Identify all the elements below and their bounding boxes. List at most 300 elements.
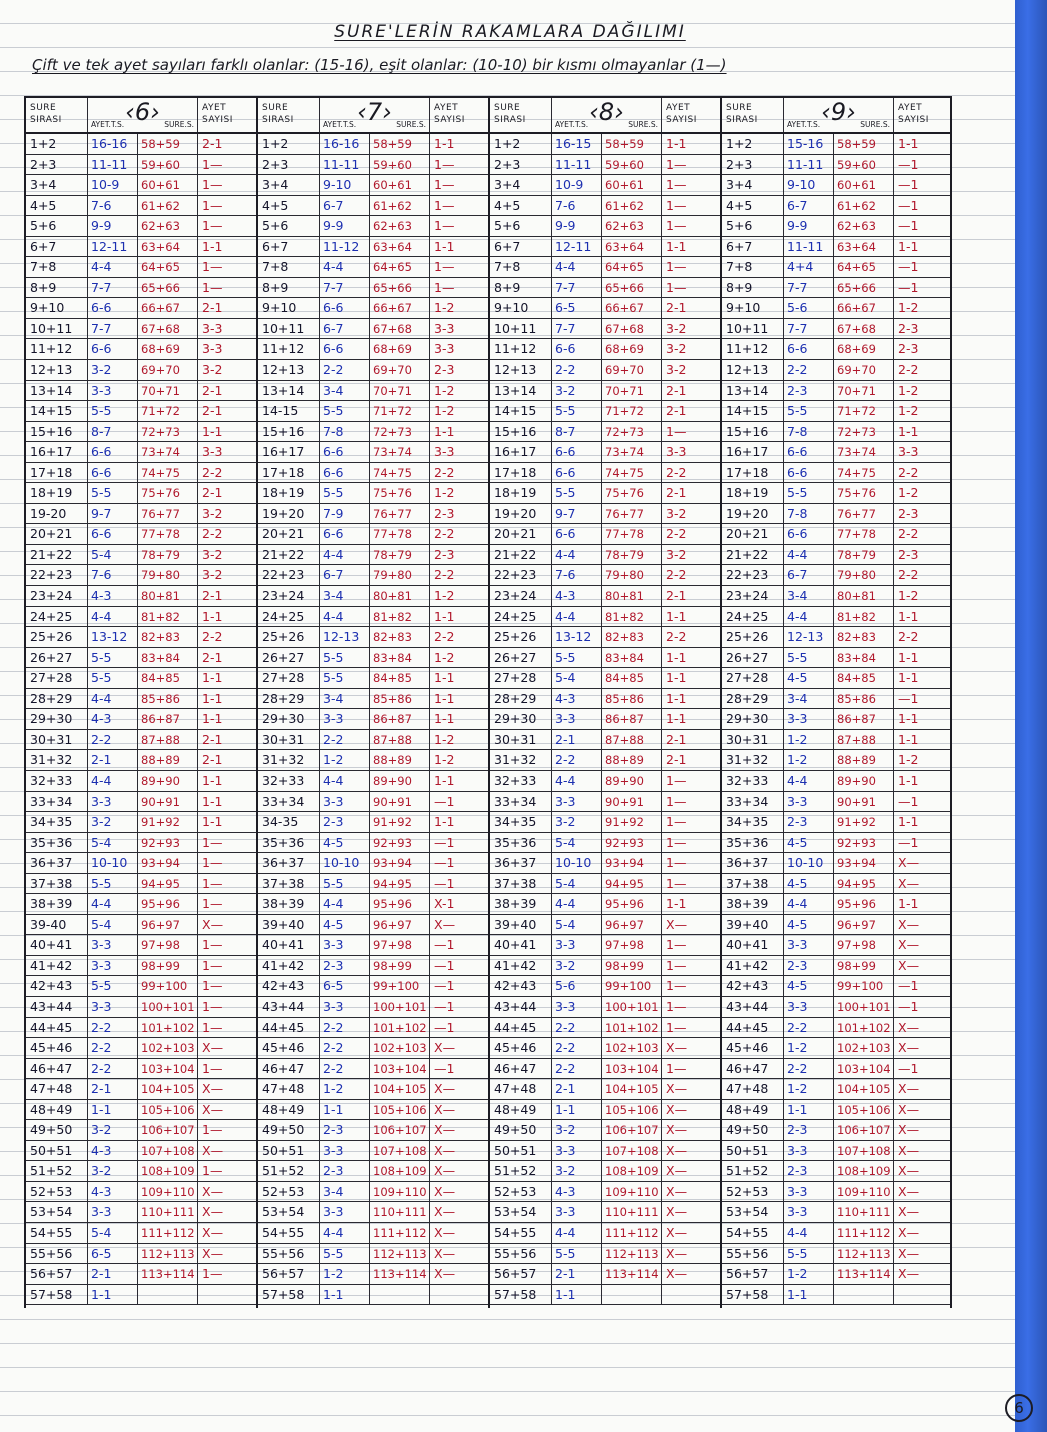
page-title: SURE'LERİN RAKAMLARA DAĞILIMI bbox=[334, 22, 686, 42]
ayet-ts-cell: 6-7 bbox=[320, 565, 370, 585]
ayet-ts-cell: 5-5 bbox=[320, 483, 370, 503]
ayet-ts-cell: 4-5 bbox=[320, 833, 370, 853]
ayet-sayisi-cell: 1— bbox=[202, 896, 223, 912]
sure-pair-cell: 57+58 bbox=[722, 1285, 784, 1305]
ayet-ts-cell: 1-2 bbox=[784, 750, 834, 770]
sure-pair-cell: 15+16 bbox=[258, 422, 320, 442]
ayet-ts-cell: 12-13 bbox=[320, 627, 370, 647]
sure-s-cell: 66+67 bbox=[834, 298, 894, 318]
ayet-ts-cell: 2-2 bbox=[320, 1038, 370, 1058]
ayet-ts-cell: 6-5 bbox=[552, 298, 602, 318]
sure-pair-cell: 9+10 bbox=[490, 298, 552, 318]
sure-pair-cell: 40+41 bbox=[490, 935, 552, 955]
table-row bbox=[490, 1264, 720, 1285]
sure-pair-cell: 26+27 bbox=[26, 648, 88, 668]
ayet-sayisi-cell: X— bbox=[434, 1142, 456, 1158]
ayet-sayisi-cell: 2-2 bbox=[898, 464, 919, 480]
ayet-ts-cell: 2-3 bbox=[320, 956, 370, 976]
sure-pair-cell: 18+19 bbox=[258, 483, 320, 503]
sure-s-cell: 58+59 bbox=[138, 134, 198, 154]
table-row bbox=[722, 709, 950, 730]
ayet-ts-cell: 4-4 bbox=[784, 771, 834, 791]
table-row bbox=[26, 257, 256, 278]
ayet-sayisi-cell bbox=[198, 1285, 254, 1305]
table-row bbox=[258, 730, 488, 751]
ayet-ts-cell: 4-3 bbox=[88, 1182, 138, 1202]
ayet-ts-cell: 5-5 bbox=[88, 401, 138, 421]
table-row bbox=[490, 1244, 720, 1265]
ayet-ts-cell: 5-5 bbox=[88, 648, 138, 668]
table-row bbox=[26, 812, 256, 833]
table-row bbox=[26, 1244, 256, 1265]
sure-pair-cell: 7+8 bbox=[26, 257, 88, 277]
sure-pair-cell: 16+17 bbox=[722, 442, 784, 462]
table-header bbox=[26, 98, 256, 134]
sure-pair-cell: 2+3 bbox=[26, 155, 88, 175]
sure-s-cell: 105+106 bbox=[834, 1100, 894, 1120]
ayet-ts-cell: 2-2 bbox=[552, 1018, 602, 1038]
ayet-ts-cell: 3-3 bbox=[320, 792, 370, 812]
sure-pair-cell: 57+58 bbox=[258, 1285, 320, 1305]
ayet-ts-cell: 3-3 bbox=[552, 1141, 602, 1161]
sure-pair-cell: 43+44 bbox=[490, 997, 552, 1017]
ayet-ts-cell: 10-10 bbox=[88, 853, 138, 873]
sure-s-cell: 99+100 bbox=[834, 976, 894, 996]
ayet-sayisi-cell: —1 bbox=[898, 998, 919, 1014]
sure-pair-cell: 23+24 bbox=[490, 586, 552, 606]
table-row bbox=[26, 668, 256, 689]
table-row bbox=[258, 565, 488, 586]
table-row bbox=[258, 1202, 488, 1223]
sure-s-cell: 109+110 bbox=[138, 1182, 198, 1202]
table-row bbox=[722, 1182, 950, 1203]
sure-pair-cell: 51+52 bbox=[722, 1161, 784, 1181]
sure-s-cell: 101+102 bbox=[370, 1018, 430, 1038]
sure-pair-cell: 48+49 bbox=[258, 1100, 320, 1120]
sure-pair-cell: 9+10 bbox=[722, 298, 784, 318]
ayet-sayisi-cell: 1-1 bbox=[202, 793, 223, 809]
sure-pair-cell: 39+40 bbox=[258, 915, 320, 935]
ayet-sayisi-cell: 1— bbox=[666, 177, 687, 193]
ayet-sayisi-cell: X— bbox=[202, 916, 224, 932]
ayet-ts-cell: 3-2 bbox=[552, 956, 602, 976]
ayet-sayisi-cell: 1— bbox=[666, 814, 687, 830]
ayet-sayisi-cell: 1-1 bbox=[434, 608, 455, 624]
sure-pair-cell: 28+29 bbox=[258, 689, 320, 709]
ayet-ts-cell: 2-2 bbox=[88, 1038, 138, 1058]
sure-s-cell: 94+95 bbox=[370, 874, 430, 894]
ayet-sayisi-cell: 1— bbox=[202, 1266, 223, 1282]
ayet-ts-cell: 6-5 bbox=[88, 1244, 138, 1264]
sure-pair-cell: 36+37 bbox=[26, 853, 88, 873]
sure-pair-cell: 27+28 bbox=[26, 668, 88, 688]
sure-pair-cell: 20+21 bbox=[26, 524, 88, 544]
ayet-ts-cell: 6-6 bbox=[320, 298, 370, 318]
sure-s-cell: 106+107 bbox=[834, 1120, 894, 1140]
table-row bbox=[258, 976, 488, 997]
ayet-sayisi-cell: X— bbox=[434, 1101, 456, 1117]
sure-s-cell: 101+102 bbox=[834, 1018, 894, 1038]
table-row bbox=[26, 1264, 256, 1285]
table-row bbox=[722, 545, 950, 566]
table-row bbox=[490, 1202, 720, 1223]
table-row bbox=[490, 812, 720, 833]
ayet-sayisi-cell: 1— bbox=[666, 156, 687, 172]
ayet-ts-cell: 7-6 bbox=[552, 565, 602, 585]
sure-pair-cell: 40+41 bbox=[722, 935, 784, 955]
sure-s-cell: 96+97 bbox=[138, 915, 198, 935]
ayet-ts-cell: 6-6 bbox=[784, 339, 834, 359]
ayet-sayisi-cell: X— bbox=[434, 1040, 456, 1056]
sure-pair-cell: 51+52 bbox=[490, 1161, 552, 1181]
ayet-ts-cell: 5-5 bbox=[784, 648, 834, 668]
ayet-sayisi-cell: X— bbox=[434, 1081, 456, 1097]
table-row bbox=[26, 976, 256, 997]
sure-pair-cell: 45+46 bbox=[258, 1038, 320, 1058]
ayet-ts-cell: 2-2 bbox=[784, 1059, 834, 1079]
header-sure-sirasi bbox=[490, 98, 552, 132]
sure-pair-cell: 8+9 bbox=[722, 278, 784, 298]
table-row bbox=[26, 750, 256, 771]
table-row bbox=[722, 524, 950, 545]
sure-pair-cell: 17+18 bbox=[722, 463, 784, 483]
sure-s-cell: 103+104 bbox=[138, 1059, 198, 1079]
sure-pair-cell: 3+4 bbox=[258, 175, 320, 195]
ayet-ts-cell: 5-5 bbox=[88, 874, 138, 894]
sure-pair-cell: 32+33 bbox=[258, 771, 320, 791]
ayet-sayisi-cell: 1-2 bbox=[434, 403, 455, 419]
ayet-sayisi-cell: 3-2 bbox=[202, 362, 223, 378]
ayet-ts-cell: 3-3 bbox=[320, 935, 370, 955]
sure-s-cell: 64+65 bbox=[138, 257, 198, 277]
ayet-sayisi-cell: 1— bbox=[202, 279, 223, 295]
table-header bbox=[258, 98, 488, 134]
sure-pair-cell: 1+2 bbox=[26, 134, 88, 154]
sure-s-cell: 88+89 bbox=[834, 750, 894, 770]
ayet-sayisi-cell: 1— bbox=[202, 218, 223, 234]
sure-pair-cell: 53+54 bbox=[258, 1202, 320, 1222]
ayet-ts-cell: 3-3 bbox=[320, 1202, 370, 1222]
sure-s-cell: 81+82 bbox=[834, 607, 894, 627]
table-row bbox=[490, 648, 720, 669]
ayet-ts-cell: 6-6 bbox=[320, 339, 370, 359]
header-label: AYET bbox=[202, 103, 227, 113]
table-row bbox=[26, 319, 256, 340]
ayet-sayisi-cell: 1-1 bbox=[898, 608, 919, 624]
sure-pair-cell: 55+56 bbox=[490, 1244, 552, 1264]
sure-pair-cell: 17+18 bbox=[258, 463, 320, 483]
table-row bbox=[26, 1120, 256, 1141]
sure-s-cell: 112+113 bbox=[602, 1244, 662, 1264]
sure-s-cell: 99+100 bbox=[370, 976, 430, 996]
table-row bbox=[490, 689, 720, 710]
ayet-sayisi-cell: 1— bbox=[666, 834, 687, 850]
sure-pair-cell: 23+24 bbox=[258, 586, 320, 606]
ayet-ts-cell: 2-2 bbox=[320, 1059, 370, 1079]
sure-pair-cell: 13+14 bbox=[722, 381, 784, 401]
sure-pair-cell: 54+55 bbox=[722, 1223, 784, 1243]
table-row bbox=[258, 1285, 488, 1306]
table-row bbox=[490, 874, 720, 895]
ayet-ts-cell: 2-2 bbox=[88, 1018, 138, 1038]
sure-s-cell: 86+87 bbox=[602, 709, 662, 729]
sure-pair-cell: 53+54 bbox=[722, 1202, 784, 1222]
sure-s-cell: 67+68 bbox=[834, 319, 894, 339]
ayet-ts-cell: 6-7 bbox=[320, 319, 370, 339]
table-row bbox=[26, 894, 256, 915]
sure-pair-cell: 7+8 bbox=[258, 257, 320, 277]
ayet-sayisi-cell: 1— bbox=[202, 177, 223, 193]
table-row bbox=[490, 442, 720, 463]
ayet-sayisi-cell: 1-1 bbox=[202, 690, 223, 706]
ayet-ts-cell: 1-2 bbox=[320, 750, 370, 770]
sure-s-cell: 92+93 bbox=[370, 833, 430, 853]
table-row bbox=[258, 175, 488, 196]
table-row bbox=[490, 545, 720, 566]
sure-pair-cell: 11+12 bbox=[26, 339, 88, 359]
table-row bbox=[722, 1141, 950, 1162]
ayet-ts-cell: 5-4 bbox=[552, 874, 602, 894]
table-row bbox=[258, 524, 488, 545]
ayet-sayisi-cell: 1— bbox=[666, 793, 687, 809]
table-row bbox=[26, 1161, 256, 1182]
ayet-ts-cell: 5-6 bbox=[784, 298, 834, 318]
sure-pair-cell: 22+23 bbox=[258, 565, 320, 585]
sure-s-cell: 64+65 bbox=[834, 257, 894, 277]
sure-s-cell: 84+85 bbox=[834, 668, 894, 688]
table-row bbox=[258, 771, 488, 792]
ayet-ts-cell: 5-5 bbox=[320, 668, 370, 688]
ayet-sayisi-cell bbox=[662, 1285, 718, 1305]
sure-pair-cell: 24+25 bbox=[26, 607, 88, 627]
ayet-sayisi-cell: X— bbox=[898, 1122, 920, 1138]
table-row bbox=[490, 956, 720, 977]
sure-pair-cell: 2+3 bbox=[722, 155, 784, 175]
table-row bbox=[26, 422, 256, 443]
ayet-sayisi-cell: 1— bbox=[202, 1163, 223, 1179]
sure-pair-cell: 19-20 bbox=[26, 504, 88, 524]
sure-pair-cell: 6+7 bbox=[722, 237, 784, 257]
sure-pair-cell: 24+25 bbox=[258, 607, 320, 627]
sure-pair-cell: 19+20 bbox=[258, 504, 320, 524]
table-row bbox=[258, 545, 488, 566]
sure-s-cell: 107+108 bbox=[138, 1141, 198, 1161]
ayet-ts-cell: 3-2 bbox=[88, 1161, 138, 1181]
ayet-ts-cell: 7-7 bbox=[88, 278, 138, 298]
ayet-sayisi-cell: 2-2 bbox=[434, 526, 455, 542]
sure-pair-cell: 26+27 bbox=[258, 648, 320, 668]
sure-pair-cell: 3+4 bbox=[26, 175, 88, 195]
ayet-ts-cell: 4-4 bbox=[552, 894, 602, 914]
table-row bbox=[26, 545, 256, 566]
block-number: ‹7› bbox=[357, 98, 392, 126]
ayet-sayisi-cell: 1-1 bbox=[434, 711, 455, 727]
sure-pair-cell: 33+34 bbox=[26, 792, 88, 812]
sure-s-cell: 91+92 bbox=[370, 812, 430, 832]
ayet-ts-cell: 5-5 bbox=[784, 483, 834, 503]
sure-pair-cell: 15+16 bbox=[490, 422, 552, 442]
header-sure-sirasi bbox=[258, 98, 320, 132]
distribution-table bbox=[24, 96, 954, 1308]
sure-s-cell: 86+87 bbox=[370, 709, 430, 729]
sure-s-cell: 97+98 bbox=[834, 935, 894, 955]
ayet-sayisi-cell: 1-1 bbox=[434, 814, 455, 830]
table-row bbox=[722, 668, 950, 689]
sure-pair-cell: 20+21 bbox=[490, 524, 552, 544]
sure-pair-cell: 1+2 bbox=[490, 134, 552, 154]
sure-s-cell: 75+76 bbox=[138, 483, 198, 503]
sure-s-cell: 102+103 bbox=[370, 1038, 430, 1058]
sure-s-cell: 93+94 bbox=[138, 853, 198, 873]
sure-s-cell: 59+60 bbox=[834, 155, 894, 175]
sure-pair-cell: 25+26 bbox=[258, 627, 320, 647]
table-row bbox=[26, 1038, 256, 1059]
sure-s-cell: 81+82 bbox=[138, 607, 198, 627]
sure-s-cell: 111+112 bbox=[138, 1223, 198, 1243]
ayet-sayisi-cell: 1-1 bbox=[898, 423, 919, 439]
table-row bbox=[722, 771, 950, 792]
table-row bbox=[258, 1038, 488, 1059]
sure-pair-cell: 26+27 bbox=[490, 648, 552, 668]
sure-s-cell: 79+80 bbox=[602, 565, 662, 585]
sure-s-cell: 77+78 bbox=[138, 524, 198, 544]
ayet-ts-cell: 1-1 bbox=[552, 1100, 602, 1120]
sure-s-cell bbox=[138, 1285, 198, 1305]
ayet-sayisi-cell: 1-1 bbox=[434, 670, 455, 686]
table-row bbox=[258, 894, 488, 915]
header-sure-s: SURE.S. bbox=[860, 120, 890, 129]
sure-s-cell: 100+101 bbox=[138, 997, 198, 1017]
sure-pair-cell: 14+15 bbox=[490, 401, 552, 421]
table-row bbox=[26, 278, 256, 299]
table-row bbox=[26, 442, 256, 463]
ayet-ts-cell: 5-5 bbox=[552, 648, 602, 668]
ayet-ts-cell: 4-4 bbox=[552, 545, 602, 565]
ayet-ts-cell: 6-6 bbox=[88, 298, 138, 318]
ayet-ts-cell: 5-4 bbox=[88, 545, 138, 565]
ayet-sayisi-cell: X— bbox=[202, 1245, 224, 1261]
sure-pair-cell: 17+18 bbox=[26, 463, 88, 483]
ayet-ts-cell: 4-5 bbox=[784, 668, 834, 688]
sure-s-cell: 79+80 bbox=[370, 565, 430, 585]
sure-s-cell: 110+111 bbox=[138, 1202, 198, 1222]
sure-pair-cell: 27+28 bbox=[490, 668, 552, 688]
sure-s-cell: 106+107 bbox=[602, 1120, 662, 1140]
sure-pair-cell: 5+6 bbox=[722, 216, 784, 236]
ayet-ts-cell: 3-3 bbox=[552, 997, 602, 1017]
table-row bbox=[26, 237, 256, 258]
ayet-ts-cell: 7-7 bbox=[784, 278, 834, 298]
ayet-sayisi-cell: 1— bbox=[666, 1019, 687, 1035]
sure-s-cell: 70+71 bbox=[370, 381, 430, 401]
header-sure-s: SURE.S. bbox=[628, 120, 658, 129]
table-row bbox=[490, 976, 720, 997]
sure-s-cell: 100+101 bbox=[602, 997, 662, 1017]
ayet-ts-cell: 4-5 bbox=[784, 874, 834, 894]
sure-s-cell: 87+88 bbox=[138, 730, 198, 750]
table-row bbox=[490, 339, 720, 360]
sure-pair-cell: 55+56 bbox=[26, 1244, 88, 1264]
ayet-sayisi-cell: —1 bbox=[898, 690, 919, 706]
sure-pair-cell: 54+55 bbox=[258, 1223, 320, 1243]
sure-pair-cell: 36+37 bbox=[722, 853, 784, 873]
sure-pair-cell: 30+31 bbox=[258, 730, 320, 750]
ayet-sayisi-cell: 1— bbox=[202, 978, 223, 994]
ayet-ts-cell: 2-2 bbox=[320, 1018, 370, 1038]
table-row bbox=[722, 196, 950, 217]
sure-s-cell: 88+89 bbox=[138, 750, 198, 770]
ayet-ts-cell: 5-6 bbox=[552, 976, 602, 996]
ayet-sayisi-cell: 1-1 bbox=[434, 690, 455, 706]
ayet-ts-cell: 2-2 bbox=[88, 1059, 138, 1079]
table-row bbox=[722, 976, 950, 997]
ayet-ts-cell: 4-3 bbox=[88, 586, 138, 606]
sure-pair-cell: 14+15 bbox=[26, 401, 88, 421]
ayet-ts-cell: 15-16 bbox=[784, 134, 834, 154]
sure-pair-cell: 42+43 bbox=[26, 976, 88, 996]
ayet-ts-cell: 2-3 bbox=[784, 381, 834, 401]
sure-pair-cell: 30+31 bbox=[26, 730, 88, 750]
ayet-sayisi-cell: X— bbox=[202, 1101, 224, 1117]
sure-pair-cell: 16+17 bbox=[26, 442, 88, 462]
table-row bbox=[26, 360, 256, 381]
ayet-sayisi-cell: 3-3 bbox=[898, 444, 919, 460]
ayet-ts-cell: 5-5 bbox=[88, 483, 138, 503]
ayet-ts-cell: 4-3 bbox=[552, 1182, 602, 1202]
ayet-ts-cell: 2-3 bbox=[784, 1120, 834, 1140]
sure-s-cell: 111+112 bbox=[602, 1223, 662, 1243]
ayet-ts-cell: 6-6 bbox=[784, 442, 834, 462]
sure-pair-cell: 28+29 bbox=[722, 689, 784, 709]
sure-s-cell: 68+69 bbox=[602, 339, 662, 359]
table-row bbox=[722, 1059, 950, 1080]
sure-s-cell: 97+98 bbox=[602, 935, 662, 955]
sure-pair-cell: 13+14 bbox=[26, 381, 88, 401]
ayet-ts-cell: 4-4 bbox=[320, 894, 370, 914]
sure-s-cell: 72+73 bbox=[602, 422, 662, 442]
sure-pair-cell: 6+7 bbox=[258, 237, 320, 257]
table-row bbox=[258, 1120, 488, 1141]
ayet-sayisi-cell: —1 bbox=[434, 998, 455, 1014]
sure-s-cell: 101+102 bbox=[602, 1018, 662, 1038]
ayet-sayisi-cell: 1-1 bbox=[202, 608, 223, 624]
sure-s-cell: 81+82 bbox=[602, 607, 662, 627]
table-row bbox=[258, 853, 488, 874]
sure-pair-cell: 11+12 bbox=[258, 339, 320, 359]
sure-pair-cell: 4+5 bbox=[26, 196, 88, 216]
table-row bbox=[490, 1100, 720, 1121]
sure-s-cell: 74+75 bbox=[138, 463, 198, 483]
sure-s-cell: 104+105 bbox=[834, 1079, 894, 1099]
ayet-ts-cell: 4-4 bbox=[784, 1223, 834, 1243]
sure-pair-cell: 27+28 bbox=[722, 668, 784, 688]
table-row bbox=[722, 298, 950, 319]
ayet-sayisi-cell: 1— bbox=[666, 978, 687, 994]
sure-s-cell: 65+66 bbox=[834, 278, 894, 298]
ayet-ts-cell: 2-1 bbox=[88, 750, 138, 770]
ayet-sayisi-cell: 1— bbox=[666, 998, 687, 1014]
ayet-ts-cell: 4-4 bbox=[320, 1223, 370, 1243]
sure-pair-cell: 50+51 bbox=[258, 1141, 320, 1161]
table-row bbox=[722, 175, 950, 196]
table-row bbox=[490, 422, 720, 443]
table-row bbox=[722, 956, 950, 977]
sure-s-cell: 64+65 bbox=[602, 257, 662, 277]
ayet-ts-cell: 2-2 bbox=[552, 1038, 602, 1058]
sure-s-cell: 61+62 bbox=[370, 196, 430, 216]
sure-s-cell: 75+76 bbox=[834, 483, 894, 503]
header-ayet-sayisi bbox=[662, 98, 718, 132]
